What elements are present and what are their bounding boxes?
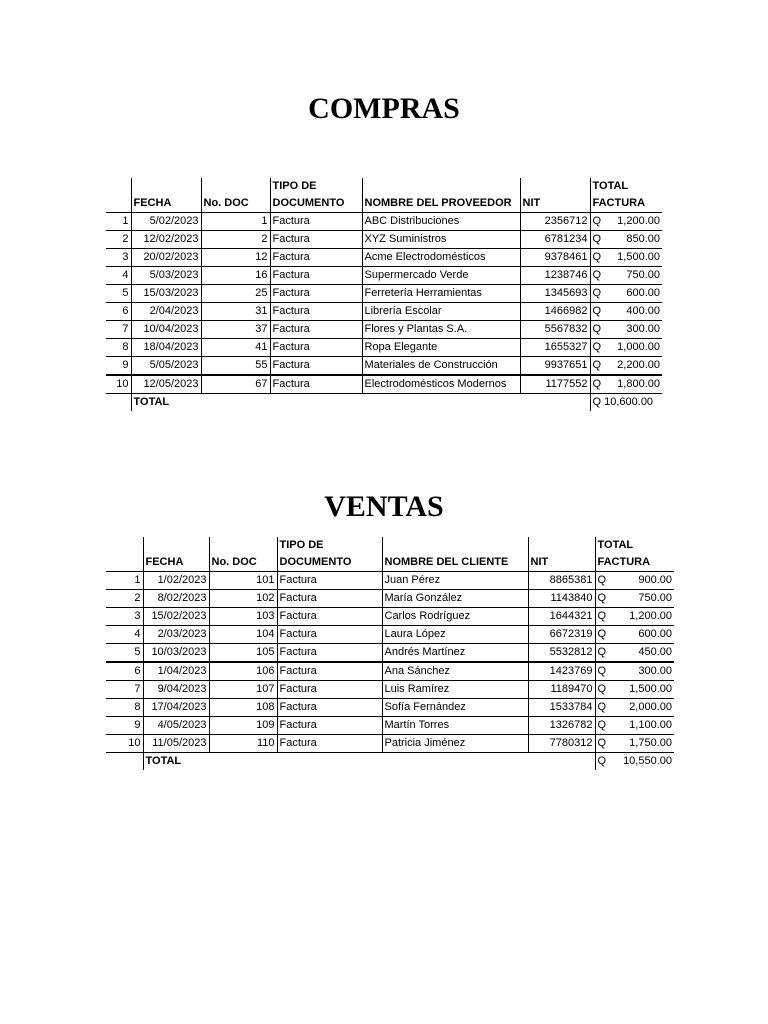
ventas-currency-symbol: Q bbox=[597, 665, 607, 677]
ventas-total-amount: 2,000.00 bbox=[629, 701, 672, 713]
compras-currency-symbol: Q bbox=[592, 251, 602, 263]
ventas-total-row bbox=[106, 753, 674, 771]
ventas-total-amount: 600.00 bbox=[638, 628, 672, 640]
compras-total-cell bbox=[590, 231, 662, 249]
ventas-tipo-cell: Factura bbox=[277, 735, 382, 753]
ventas-fecha-cell: 17/04/2023 bbox=[143, 699, 209, 717]
ventas-doc-cell: 104 bbox=[209, 626, 277, 644]
compras-total-cell bbox=[590, 303, 662, 321]
ventas-total-amount: 750.00 bbox=[638, 592, 672, 604]
compras-total-amount: 400.00 bbox=[626, 305, 660, 317]
ventas-nombre-cell: Juan Pérez bbox=[382, 572, 528, 590]
compras-table-row bbox=[106, 303, 662, 321]
ventas-fecha-cell: 2/03/2023 bbox=[143, 626, 209, 644]
compras-nit-cell: 9378461 bbox=[520, 249, 590, 267]
ventas-doc-cell: 106 bbox=[209, 662, 277, 681]
compras-total-cell bbox=[590, 321, 662, 339]
ventas-currency-symbol: Q bbox=[597, 646, 607, 658]
ventas-total-amount: 1,750.00 bbox=[629, 737, 672, 749]
ventas-nit-cell: 1644321 bbox=[528, 608, 595, 626]
compras-fecha-cell: 10/04/2023 bbox=[131, 321, 201, 339]
ventas-fecha-cell: 11/05/2023 bbox=[143, 735, 209, 753]
compras-table-row bbox=[106, 285, 662, 303]
ventas-header-row-1 bbox=[106, 537, 674, 554]
compras-total-value: Q 10,600.00 bbox=[590, 394, 662, 412]
compras-table-row bbox=[106, 213, 662, 231]
compras-body bbox=[106, 213, 662, 394]
ventas-row-number: 6 bbox=[106, 662, 143, 681]
ventas-nombre-cell: Laura López bbox=[382, 626, 528, 644]
compras-fecha-cell: 5/05/2023 bbox=[131, 357, 201, 376]
compras-total-amount: 1,800.00 bbox=[617, 378, 660, 390]
compras-row-number: 4 bbox=[106, 267, 131, 285]
ventas-tipo-cell: Factura bbox=[277, 608, 382, 626]
ventas-total-label: TOTAL bbox=[143, 753, 209, 771]
ventas-table-row bbox=[106, 572, 674, 590]
compras-row-number: 5 bbox=[106, 285, 131, 303]
compras-doc-cell: 37 bbox=[201, 321, 270, 339]
compras-fecha-cell: 12/02/2023 bbox=[131, 231, 201, 249]
compras-doc-cell: 41 bbox=[201, 339, 270, 357]
compras-nit-cell: 1466982 bbox=[520, 303, 590, 321]
compras-header-fecha: FECHA bbox=[131, 195, 201, 213]
ventas-doc-cell: 108 bbox=[209, 699, 277, 717]
ventas-row-number: 10 bbox=[106, 735, 143, 753]
ventas-doc-cell: 101 bbox=[209, 572, 277, 590]
compras-header-row-2 bbox=[106, 195, 662, 213]
compras-currency-symbol: Q bbox=[592, 378, 602, 390]
compras-fecha-cell: 2/04/2023 bbox=[131, 303, 201, 321]
ventas-nombre-cell: Martín Torres bbox=[382, 717, 528, 735]
compras-fecha-cell: 18/04/2023 bbox=[131, 339, 201, 357]
ventas-table-row bbox=[106, 717, 674, 735]
compras-row-number: 1 bbox=[106, 213, 131, 231]
ventas-table-row bbox=[106, 608, 674, 626]
compras-doc-cell: 2 bbox=[201, 231, 270, 249]
compras-nit-cell: 1177552 bbox=[520, 375, 590, 394]
ventas-nombre-cell: Luis Ramírez bbox=[382, 681, 528, 699]
ventas-row-number: 5 bbox=[106, 644, 143, 663]
ventas-doc-cell: 109 bbox=[209, 717, 277, 735]
compras-nit-cell: 5567832 bbox=[520, 321, 590, 339]
compras-tipo-cell: Factura bbox=[270, 357, 362, 376]
compras-total-amount: 1,500.00 bbox=[617, 251, 660, 263]
ventas-header-tipo-bottom: DOCUMENTO bbox=[277, 554, 382, 572]
ventas-fecha-cell: 9/04/2023 bbox=[143, 681, 209, 699]
compras-nombre-cell: Acme Electrodomésticos bbox=[362, 249, 520, 267]
compras-row-number: 2 bbox=[106, 231, 131, 249]
compras-table bbox=[106, 178, 662, 411]
ventas-total-value: 10,550.00 bbox=[623, 755, 672, 767]
ventas-doc-cell: 110 bbox=[209, 735, 277, 753]
compras-tipo-cell: Factura bbox=[270, 231, 362, 249]
ventas-currency-symbol: Q bbox=[597, 610, 607, 622]
compras-currency-symbol: Q bbox=[592, 287, 602, 299]
compras-nit-cell: 1345693 bbox=[520, 285, 590, 303]
ventas-total-cell bbox=[595, 681, 674, 699]
compras-tipo-cell: Factura bbox=[270, 249, 362, 267]
compras-nit-cell: 6781234 bbox=[520, 231, 590, 249]
ventas-nombre-cell: Carlos Rodríguez bbox=[382, 608, 528, 626]
ventas-row-number: 2 bbox=[106, 590, 143, 608]
ventas-fecha-cell: 15/02/2023 bbox=[143, 608, 209, 626]
ventas-total-cell bbox=[595, 735, 674, 753]
ventas-nit-cell: 1326782 bbox=[528, 717, 595, 735]
ventas-fecha-cell: 1/04/2023 bbox=[143, 662, 209, 681]
ventas-table-row bbox=[106, 644, 674, 663]
ventas-tipo-cell: Factura bbox=[277, 699, 382, 717]
compras-title: COMPRAS bbox=[308, 92, 460, 125]
compras-doc-cell: 16 bbox=[201, 267, 270, 285]
compras-total-label: TOTAL bbox=[131, 394, 201, 412]
compras-doc-cell: 55 bbox=[201, 357, 270, 376]
compras-total-amount: 850.00 bbox=[626, 233, 660, 245]
ventas-nit-cell: 1189470 bbox=[528, 681, 595, 699]
compras-fecha-cell: 20/02/2023 bbox=[131, 249, 201, 267]
compras-header-total-bottom: FACTURA bbox=[590, 195, 662, 213]
ventas-header-fecha: FECHA bbox=[143, 554, 209, 572]
compras-fecha-cell: 5/03/2023 bbox=[131, 267, 201, 285]
compras-row-number: 3 bbox=[106, 249, 131, 267]
ventas-table-row bbox=[106, 590, 674, 608]
ventas-nombre-cell: Andrés Martínez bbox=[382, 644, 528, 663]
compras-tipo-cell: Factura bbox=[270, 321, 362, 339]
ventas-nombre-cell: María González bbox=[382, 590, 528, 608]
ventas-total-amount: 300.00 bbox=[638, 665, 672, 677]
ventas-total-cell bbox=[595, 644, 674, 663]
compras-doc-cell: 1 bbox=[201, 213, 270, 231]
ventas-total-amount: 1,500.00 bbox=[629, 683, 672, 695]
ventas-nit-cell: 7780312 bbox=[528, 735, 595, 753]
ventas-tipo-cell: Factura bbox=[277, 662, 382, 681]
compras-table-row bbox=[106, 339, 662, 357]
ventas-doc-cell: 103 bbox=[209, 608, 277, 626]
ventas-table-row bbox=[106, 735, 674, 753]
compras-total-cell bbox=[590, 357, 662, 376]
compras-currency-symbol: Q bbox=[592, 305, 602, 317]
ventas-tipo-cell: Factura bbox=[277, 626, 382, 644]
ventas-currency-symbol: Q bbox=[597, 592, 607, 604]
ventas-table-row bbox=[106, 626, 674, 644]
ventas-table-row bbox=[106, 699, 674, 717]
ventas-currency-symbol: Q bbox=[597, 701, 607, 713]
compras-total-cell bbox=[590, 213, 662, 231]
compras-total-cell bbox=[590, 339, 662, 357]
ventas-fecha-cell: 4/05/2023 bbox=[143, 717, 209, 735]
compras-fecha-cell: 5/02/2023 bbox=[131, 213, 201, 231]
compras-header-row-1 bbox=[106, 178, 662, 195]
compras-nombre-cell: Ropa Elegante bbox=[362, 339, 520, 357]
compras-nit-cell: 2356712 bbox=[520, 213, 590, 231]
compras-nombre-cell: Ferretería Herramientas bbox=[362, 285, 520, 303]
ventas-total-cell bbox=[595, 662, 674, 681]
ventas-nit-cell: 1143840 bbox=[528, 590, 595, 608]
compras-tipo-cell: Factura bbox=[270, 285, 362, 303]
ventas-total-currency: Q bbox=[597, 755, 607, 767]
ventas-table-row bbox=[106, 662, 674, 681]
compras-tipo-cell: Factura bbox=[270, 339, 362, 357]
compras-header-nodoc: No. DOC bbox=[201, 195, 270, 213]
ventas-doc-cell: 105 bbox=[209, 644, 277, 663]
compras-nombre-cell: Flores y Plantas S.A. bbox=[362, 321, 520, 339]
ventas-fecha-cell: 10/03/2023 bbox=[143, 644, 209, 663]
compras-currency-symbol: Q bbox=[592, 215, 602, 227]
ventas-row-number: 4 bbox=[106, 626, 143, 644]
compras-currency-symbol: Q bbox=[592, 269, 602, 281]
compras-total-amount: 1,200.00 bbox=[617, 215, 660, 227]
compras-table-row bbox=[106, 321, 662, 339]
ventas-currency-symbol: Q bbox=[597, 719, 607, 731]
ventas-nit-cell: 5532812 bbox=[528, 644, 595, 663]
compras-nombre-cell: Materiales de Construcción bbox=[362, 357, 520, 376]
compras-row-number: 10 bbox=[106, 375, 131, 394]
compras-total-amount: 2,200.00 bbox=[617, 359, 660, 371]
compras-nombre-cell: XYZ Suministros bbox=[362, 231, 520, 249]
ventas-header-tipo-top: TIPO DE bbox=[277, 537, 382, 554]
ventas-nombre-cell: Sofía Fernández bbox=[382, 699, 528, 717]
ventas-nit-cell: 1423769 bbox=[528, 662, 595, 681]
ventas-header-total-top: TOTAL bbox=[595, 537, 674, 554]
compras-doc-cell: 67 bbox=[201, 375, 270, 394]
ventas-total-cell bbox=[595, 626, 674, 644]
compras-total-amount: 1,000.00 bbox=[617, 341, 660, 353]
ventas-total-amount: 900.00 bbox=[638, 574, 672, 586]
compras-tipo-cell: Factura bbox=[270, 213, 362, 231]
ventas-nombre-cell: Ana Sánchez bbox=[382, 662, 528, 681]
ventas-header-total-bottom: FACTURA bbox=[595, 554, 674, 572]
ventas-tipo-cell: Factura bbox=[277, 644, 382, 663]
ventas-header-row-2 bbox=[106, 554, 674, 572]
ventas-total-amount: 450.00 bbox=[638, 646, 672, 658]
compras-total-cell bbox=[590, 249, 662, 267]
compras-tipo-cell: Factura bbox=[270, 267, 362, 285]
compras-doc-cell: 25 bbox=[201, 285, 270, 303]
compras-header-tipo-top: TIPO DE bbox=[270, 178, 362, 195]
ventas-title: VENTAS bbox=[324, 490, 444, 523]
compras-currency-symbol: Q bbox=[592, 341, 602, 353]
ventas-tipo-cell: Factura bbox=[277, 717, 382, 735]
compras-total-cell bbox=[590, 267, 662, 285]
ventas-nit-cell: 1533784 bbox=[528, 699, 595, 717]
ventas-currency-symbol: Q bbox=[597, 574, 607, 586]
compras-table-row bbox=[106, 357, 662, 376]
compras-header-nombre: NOMBRE DEL PROVEEDOR bbox=[362, 195, 520, 213]
compras-table-row bbox=[106, 249, 662, 267]
ventas-tipo-cell: Factura bbox=[277, 590, 382, 608]
compras-table-row bbox=[106, 267, 662, 285]
compras-table-row bbox=[106, 231, 662, 249]
ventas-row-number: 8 bbox=[106, 699, 143, 717]
ventas-table bbox=[106, 537, 674, 770]
compras-fecha-cell: 12/05/2023 bbox=[131, 375, 201, 394]
ventas-doc-cell: 107 bbox=[209, 681, 277, 699]
compras-currency-symbol: Q bbox=[592, 359, 602, 371]
ventas-total-cell bbox=[595, 608, 674, 626]
compras-doc-cell: 12 bbox=[201, 249, 270, 267]
ventas-currency-symbol: Q bbox=[597, 683, 607, 695]
compras-tipo-cell: Factura bbox=[270, 303, 362, 321]
compras-header-tipo-bottom: DOCUMENTO bbox=[270, 195, 362, 213]
ventas-currency-symbol: Q bbox=[597, 737, 607, 749]
compras-nit-cell: 1655327 bbox=[520, 339, 590, 357]
ventas-row-number: 9 bbox=[106, 717, 143, 735]
compras-row-number: 8 bbox=[106, 339, 131, 357]
ventas-doc-cell: 102 bbox=[209, 590, 277, 608]
ventas-row-number: 1 bbox=[106, 572, 143, 590]
ventas-tipo-cell: Factura bbox=[277, 572, 382, 590]
ventas-total-cell bbox=[595, 590, 674, 608]
ventas-table-row bbox=[106, 681, 674, 699]
ventas-currency-symbol: Q bbox=[597, 628, 607, 640]
compras-nombre-cell: ABC Distribuciones bbox=[362, 213, 520, 231]
compras-row-number: 6 bbox=[106, 303, 131, 321]
compras-row-number: 7 bbox=[106, 321, 131, 339]
ventas-total-amount: 1,200.00 bbox=[629, 610, 672, 622]
compras-header-total-top: TOTAL bbox=[590, 178, 662, 195]
ventas-total-amount: 1,100.00 bbox=[629, 719, 672, 731]
compras-row-number: 9 bbox=[106, 357, 131, 376]
compras-nit-cell: 1238746 bbox=[520, 267, 590, 285]
ventas-fecha-cell: 1/02/2023 bbox=[143, 572, 209, 590]
ventas-body bbox=[106, 572, 674, 753]
compras-fecha-cell: 15/03/2023 bbox=[131, 285, 201, 303]
compras-currency-symbol: Q bbox=[592, 323, 602, 335]
compras-header-nit: NIT bbox=[520, 195, 590, 213]
compras-total-row bbox=[106, 394, 662, 412]
ventas-total-cell bbox=[595, 572, 674, 590]
compras-total-amount: 750.00 bbox=[626, 269, 660, 281]
compras-currency-symbol: Q bbox=[592, 233, 602, 245]
ventas-total-cell bbox=[595, 753, 674, 771]
ventas-total-cell bbox=[595, 717, 674, 735]
compras-total-cell bbox=[590, 375, 662, 394]
compras-total-amount: 300.00 bbox=[626, 323, 660, 335]
compras-nombre-cell: Electrodomésticos Modernos bbox=[362, 375, 520, 394]
compras-tipo-cell: Factura bbox=[270, 375, 362, 394]
ventas-tipo-cell: Factura bbox=[277, 681, 382, 699]
compras-nombre-cell: Librería Escolar bbox=[362, 303, 520, 321]
compras-table-row bbox=[106, 375, 662, 394]
compras-nombre-cell: Supermercado Verde bbox=[362, 267, 520, 285]
ventas-total-cell bbox=[595, 699, 674, 717]
ventas-row-number: 7 bbox=[106, 681, 143, 699]
ventas-header-nodoc: No. DOC bbox=[209, 554, 277, 572]
ventas-header-nit: NIT bbox=[528, 554, 595, 572]
ventas-row-number: 3 bbox=[106, 608, 143, 626]
ventas-header-nombre: NOMBRE DEL CLIENTE bbox=[382, 554, 528, 572]
ventas-nit-cell: 8865381 bbox=[528, 572, 595, 590]
ventas-fecha-cell: 8/02/2023 bbox=[143, 590, 209, 608]
compras-total-cell bbox=[590, 285, 662, 303]
compras-total-amount: 600.00 bbox=[626, 287, 660, 299]
compras-doc-cell: 31 bbox=[201, 303, 270, 321]
ventas-nit-cell: 6672319 bbox=[528, 626, 595, 644]
ventas-nombre-cell: Patricia Jiménez bbox=[382, 735, 528, 753]
compras-nit-cell: 9937651 bbox=[520, 357, 590, 376]
